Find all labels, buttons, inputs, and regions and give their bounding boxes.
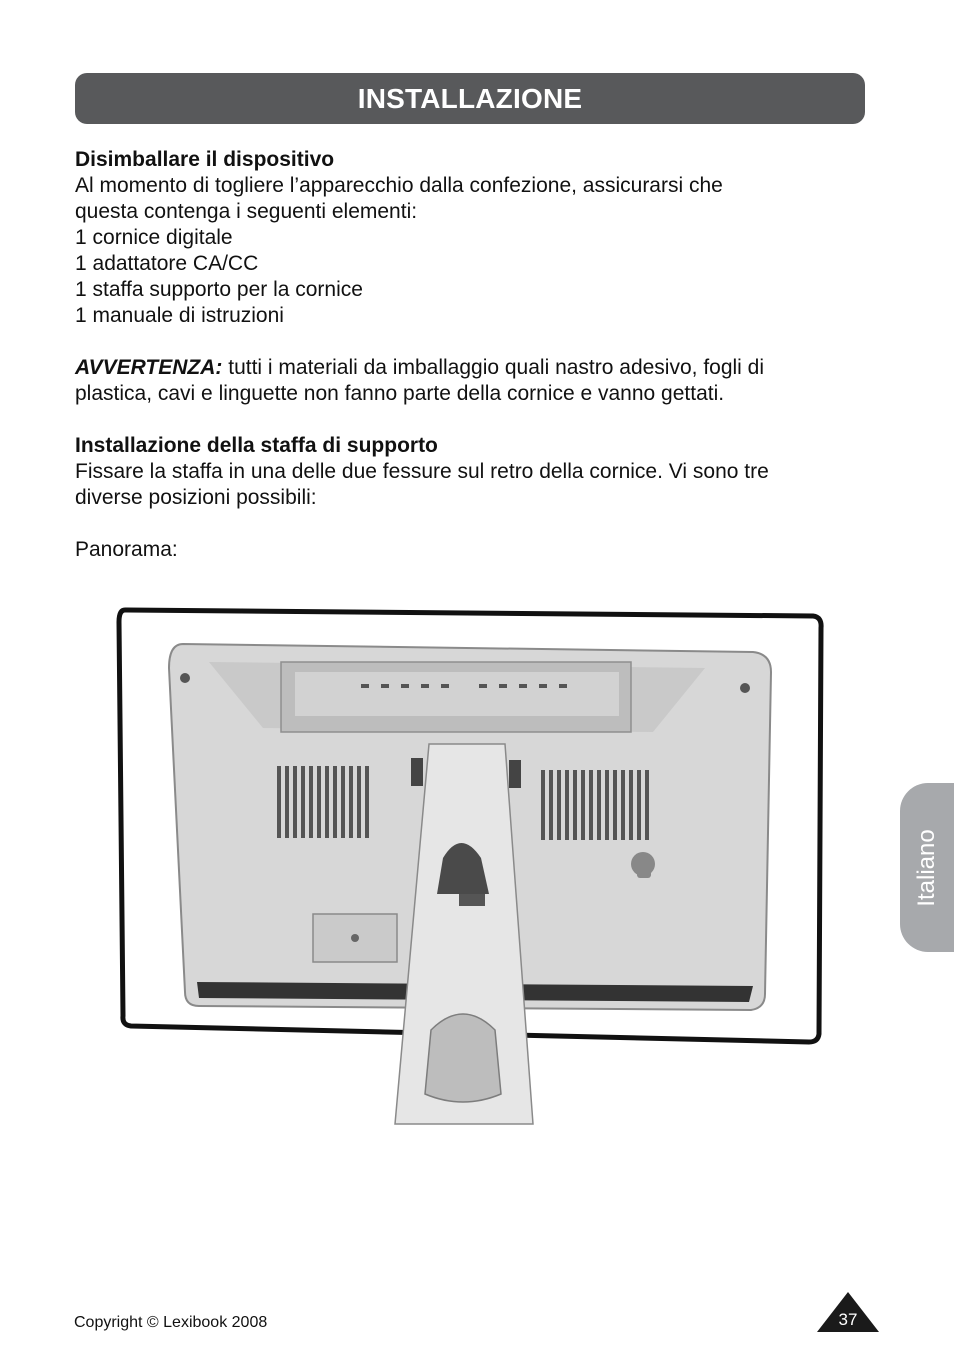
page-number: 37 [838,1310,858,1329]
warning-line-1 [75,355,865,381]
stand-heading: Installazione della staffa di supporto [75,434,438,457]
section-title-bar [75,73,865,124]
language-tab [900,783,954,952]
page-title: INSTALLAZIONE [357,82,583,114]
unpack-heading: Disimballare il dispositivo [75,148,335,171]
list-item: 1 manuale di istruzioni [75,304,284,327]
stand-line-1: Fissare la staffa in una delle due fessure sul retro della cornice. Vi sono tre [75,460,769,483]
body-text [75,147,865,563]
unpack-intro-line-2: questa contenga i seguenti elementi: [75,200,418,223]
warning-text-1: tutti i materiali da imballaggio quali nastro adesivo, fogli di [222,356,765,379]
list-item: 1 staffa supporto per la cornice [75,278,363,301]
panorama-label: Panorama: [75,538,178,561]
warning-label: AVVERTENZA: [75,356,223,379]
language-tab-label: Italiano [913,828,940,907]
unpack-intro-line-1: Al momento di togliere l’apparecchio dalla confezione, assicurarsi che [75,174,723,197]
list-item: 1 adattatore CA/CC [75,252,259,275]
frame-back-illustration [113,598,825,1128]
list-item: 1 cornice digitale [75,226,233,249]
page-number-badge [817,1292,879,1332]
stand-line-2: diverse posizioni possibili: [75,486,317,509]
copyright-text: Copyright © Lexibook 2008 [74,1314,268,1331]
warning-line-2: plastica, cavi e linguette non fanno parte della cornice e vanno gettati. [75,382,725,405]
